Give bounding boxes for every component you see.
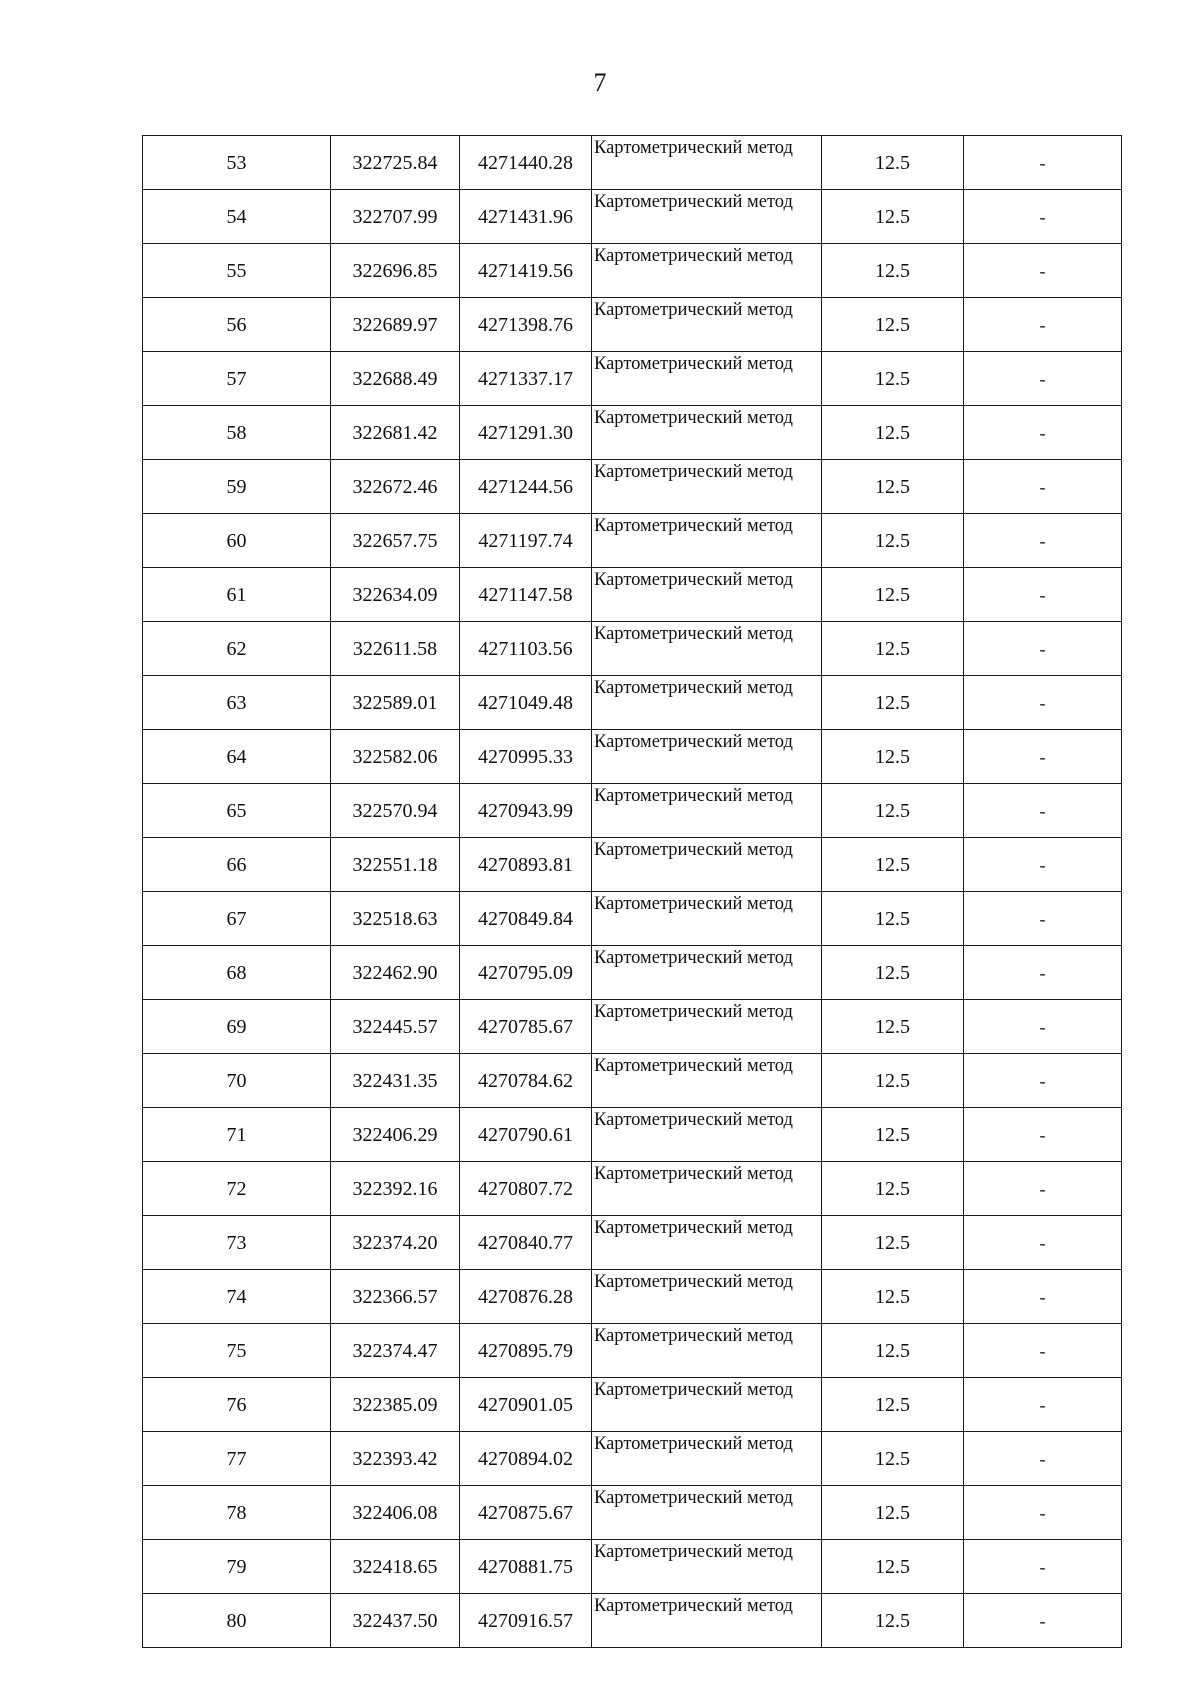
point-number-cell: 55 [143,244,331,298]
x-coordinate-cell: 322393.42 [331,1432,460,1486]
y-coordinate-cell: 4270790.61 [460,1108,592,1162]
point-number-cell: 68 [143,946,331,1000]
note-cell: - [964,1270,1122,1324]
note-cell: - [964,1486,1122,1540]
method-cell: Картометрический метод [592,1108,822,1162]
method-cell: Картометрический метод [592,514,822,568]
method-cell: Картометрический метод [592,730,822,784]
table-row [143,676,1122,730]
y-coordinate-cell: 4270893.81 [460,838,592,892]
y-coordinate-cell: 4270895.79 [460,1324,592,1378]
note-cell: - [964,136,1122,190]
x-coordinate-cell: 322392.16 [331,1162,460,1216]
x-coordinate-cell: 322707.99 [331,190,460,244]
x-coordinate-cell: 322374.20 [331,1216,460,1270]
accuracy-cell: 12.5 [822,1108,964,1162]
method-cell: Картометрический метод [592,1594,822,1648]
accuracy-cell: 12.5 [822,1270,964,1324]
x-coordinate-cell: 322589.01 [331,676,460,730]
table-row [143,568,1122,622]
x-coordinate-cell: 322406.08 [331,1486,460,1540]
x-coordinate-cell: 322688.49 [331,352,460,406]
accuracy-cell: 12.5 [822,514,964,568]
accuracy-cell: 12.5 [822,838,964,892]
point-number-cell: 54 [143,190,331,244]
x-coordinate-cell: 322681.42 [331,406,460,460]
point-number-cell: 58 [143,406,331,460]
y-coordinate-cell: 4271337.17 [460,352,592,406]
method-cell: Картометрический метод [592,1162,822,1216]
method-cell: Картометрический метод [592,892,822,946]
y-coordinate-cell: 4270784.62 [460,1054,592,1108]
note-cell: - [964,676,1122,730]
point-number-cell: 69 [143,1000,331,1054]
point-number-cell: 64 [143,730,331,784]
table-row [143,1594,1122,1648]
method-cell: Картометрический метод [592,1216,822,1270]
accuracy-cell: 12.5 [822,352,964,406]
x-coordinate-cell: 322689.97 [331,298,460,352]
x-coordinate-cell: 322672.46 [331,460,460,514]
table-row [143,1108,1122,1162]
page-number: 7 [593,68,607,97]
x-coordinate-cell: 322385.09 [331,1378,460,1432]
method-cell: Картометрический метод [592,1540,822,1594]
method-cell: Картометрический метод [592,784,822,838]
table-row [143,136,1122,190]
method-cell: Картометрический метод [592,946,822,1000]
y-coordinate-cell: 4270785.67 [460,1000,592,1054]
table-row [143,1162,1122,1216]
x-coordinate-cell: 322725.84 [331,136,460,190]
accuracy-cell: 12.5 [822,1162,964,1216]
method-cell: Картометрический метод [592,1054,822,1108]
table-row [143,838,1122,892]
table-row [143,460,1122,514]
y-coordinate-cell: 4271049.48 [460,676,592,730]
point-number-cell: 76 [143,1378,331,1432]
accuracy-cell: 12.5 [822,1000,964,1054]
table-row [143,622,1122,676]
point-number-cell: 79 [143,1540,331,1594]
accuracy-cell: 12.5 [822,1540,964,1594]
coordinates-table [142,135,1122,1648]
note-cell: - [964,514,1122,568]
accuracy-cell: 12.5 [822,136,964,190]
x-coordinate-cell: 322406.29 [331,1108,460,1162]
table-row [143,1486,1122,1540]
table-row [143,730,1122,784]
point-number-cell: 62 [143,622,331,676]
point-number-cell: 67 [143,892,331,946]
table-row [143,1054,1122,1108]
x-coordinate-cell: 322696.85 [331,244,460,298]
point-number-cell: 71 [143,1108,331,1162]
x-coordinate-cell: 322374.47 [331,1324,460,1378]
method-cell: Картометрический метод [592,1270,822,1324]
method-cell: Картометрический метод [592,190,822,244]
method-cell: Картометрический метод [592,676,822,730]
method-cell: Картометрический метод [592,622,822,676]
point-number-cell: 60 [143,514,331,568]
table-row [143,784,1122,838]
table-row [143,244,1122,298]
accuracy-cell: 12.5 [822,190,964,244]
accuracy-cell: 12.5 [822,1594,964,1648]
table-row [143,1324,1122,1378]
y-coordinate-cell: 4271398.76 [460,298,592,352]
method-cell: Картометрический метод [592,568,822,622]
x-coordinate-cell: 322551.18 [331,838,460,892]
table-row [143,514,1122,568]
x-coordinate-cell: 322462.90 [331,946,460,1000]
accuracy-cell: 12.5 [822,244,964,298]
note-cell: - [964,190,1122,244]
note-cell: - [964,1594,1122,1648]
point-number-cell: 80 [143,1594,331,1648]
x-coordinate-cell: 322366.57 [331,1270,460,1324]
note-cell: - [964,1108,1122,1162]
y-coordinate-cell: 4271147.58 [460,568,592,622]
method-cell: Картометрический метод [592,838,822,892]
method-cell: Картометрический метод [592,1378,822,1432]
x-coordinate-cell: 322634.09 [331,568,460,622]
y-coordinate-cell: 4271197.74 [460,514,592,568]
accuracy-cell: 12.5 [822,1378,964,1432]
note-cell: - [964,892,1122,946]
accuracy-cell: 12.5 [822,1432,964,1486]
x-coordinate-cell: 322582.06 [331,730,460,784]
x-coordinate-cell: 322445.57 [331,1000,460,1054]
y-coordinate-cell: 4271244.56 [460,460,592,514]
point-number-cell: 66 [143,838,331,892]
y-coordinate-cell: 4271103.56 [460,622,592,676]
note-cell: - [964,1054,1122,1108]
note-cell: - [964,730,1122,784]
note-cell: - [964,1324,1122,1378]
y-coordinate-cell: 4270901.05 [460,1378,592,1432]
y-coordinate-cell: 4270840.77 [460,1216,592,1270]
method-cell: Картометрический метод [592,136,822,190]
x-coordinate-cell: 322570.94 [331,784,460,838]
point-number-cell: 78 [143,1486,331,1540]
coordinates-table-body [143,136,1122,1648]
note-cell: - [964,1216,1122,1270]
method-cell: Картометрический метод [592,1324,822,1378]
table-row [143,1270,1122,1324]
method-cell: Картометрический метод [592,1486,822,1540]
point-number-cell: 57 [143,352,331,406]
accuracy-cell: 12.5 [822,946,964,1000]
method-cell: Картометрический метод [592,352,822,406]
y-coordinate-cell: 4271291.30 [460,406,592,460]
y-coordinate-cell: 4270916.57 [460,1594,592,1648]
table-row [143,352,1122,406]
accuracy-cell: 12.5 [822,460,964,514]
table-row [143,1378,1122,1432]
y-coordinate-cell: 4271440.28 [460,136,592,190]
accuracy-cell: 12.5 [822,784,964,838]
point-number-cell: 59 [143,460,331,514]
table-row [143,1432,1122,1486]
table-row [143,892,1122,946]
table-row [143,298,1122,352]
accuracy-cell: 12.5 [822,568,964,622]
note-cell: - [964,1540,1122,1594]
note-cell: - [964,298,1122,352]
method-cell: Картометрический метод [592,1432,822,1486]
point-number-cell: 56 [143,298,331,352]
accuracy-cell: 12.5 [822,676,964,730]
accuracy-cell: 12.5 [822,622,964,676]
y-coordinate-cell: 4271419.56 [460,244,592,298]
point-number-cell: 63 [143,676,331,730]
table-row [143,406,1122,460]
accuracy-cell: 12.5 [822,1216,964,1270]
table-row [143,1540,1122,1594]
y-coordinate-cell: 4270807.72 [460,1162,592,1216]
x-coordinate-cell: 322437.50 [331,1594,460,1648]
point-number-cell: 75 [143,1324,331,1378]
table-row [143,1216,1122,1270]
method-cell: Картометрический метод [592,1000,822,1054]
note-cell: - [964,568,1122,622]
note-cell: - [964,1000,1122,1054]
y-coordinate-cell: 4270795.09 [460,946,592,1000]
y-coordinate-cell: 4270881.75 [460,1540,592,1594]
point-number-cell: 61 [143,568,331,622]
y-coordinate-cell: 4270943.99 [460,784,592,838]
accuracy-cell: 12.5 [822,1324,964,1378]
note-cell: - [964,946,1122,1000]
point-number-cell: 77 [143,1432,331,1486]
x-coordinate-cell: 322431.35 [331,1054,460,1108]
method-cell: Картометрический метод [592,244,822,298]
note-cell: - [964,622,1122,676]
accuracy-cell: 12.5 [822,1486,964,1540]
note-cell: - [964,838,1122,892]
method-cell: Картометрический метод [592,298,822,352]
table-row [143,190,1122,244]
y-coordinate-cell: 4270995.33 [460,730,592,784]
accuracy-cell: 12.5 [822,892,964,946]
note-cell: - [964,244,1122,298]
y-coordinate-cell: 4270876.28 [460,1270,592,1324]
note-cell: - [964,1162,1122,1216]
point-number-cell: 73 [143,1216,331,1270]
point-number-cell: 74 [143,1270,331,1324]
accuracy-cell: 12.5 [822,730,964,784]
point-number-cell: 65 [143,784,331,838]
x-coordinate-cell: 322657.75 [331,514,460,568]
note-cell: - [964,406,1122,460]
table-row [143,946,1122,1000]
point-number-cell: 53 [143,136,331,190]
note-cell: - [964,1432,1122,1486]
accuracy-cell: 12.5 [822,1054,964,1108]
table-row [143,1000,1122,1054]
accuracy-cell: 12.5 [822,298,964,352]
y-coordinate-cell: 4270875.67 [460,1486,592,1540]
note-cell: - [964,1378,1122,1432]
method-cell: Картометрический метод [592,406,822,460]
x-coordinate-cell: 322518.63 [331,892,460,946]
note-cell: - [964,352,1122,406]
y-coordinate-cell: 4270849.84 [460,892,592,946]
x-coordinate-cell: 322611.58 [331,622,460,676]
point-number-cell: 70 [143,1054,331,1108]
y-coordinate-cell: 4270894.02 [460,1432,592,1486]
accuracy-cell: 12.5 [822,406,964,460]
note-cell: - [964,460,1122,514]
point-number-cell: 72 [143,1162,331,1216]
note-cell: - [964,784,1122,838]
method-cell: Картометрический метод [592,460,822,514]
x-coordinate-cell: 322418.65 [331,1540,460,1594]
y-coordinate-cell: 4271431.96 [460,190,592,244]
